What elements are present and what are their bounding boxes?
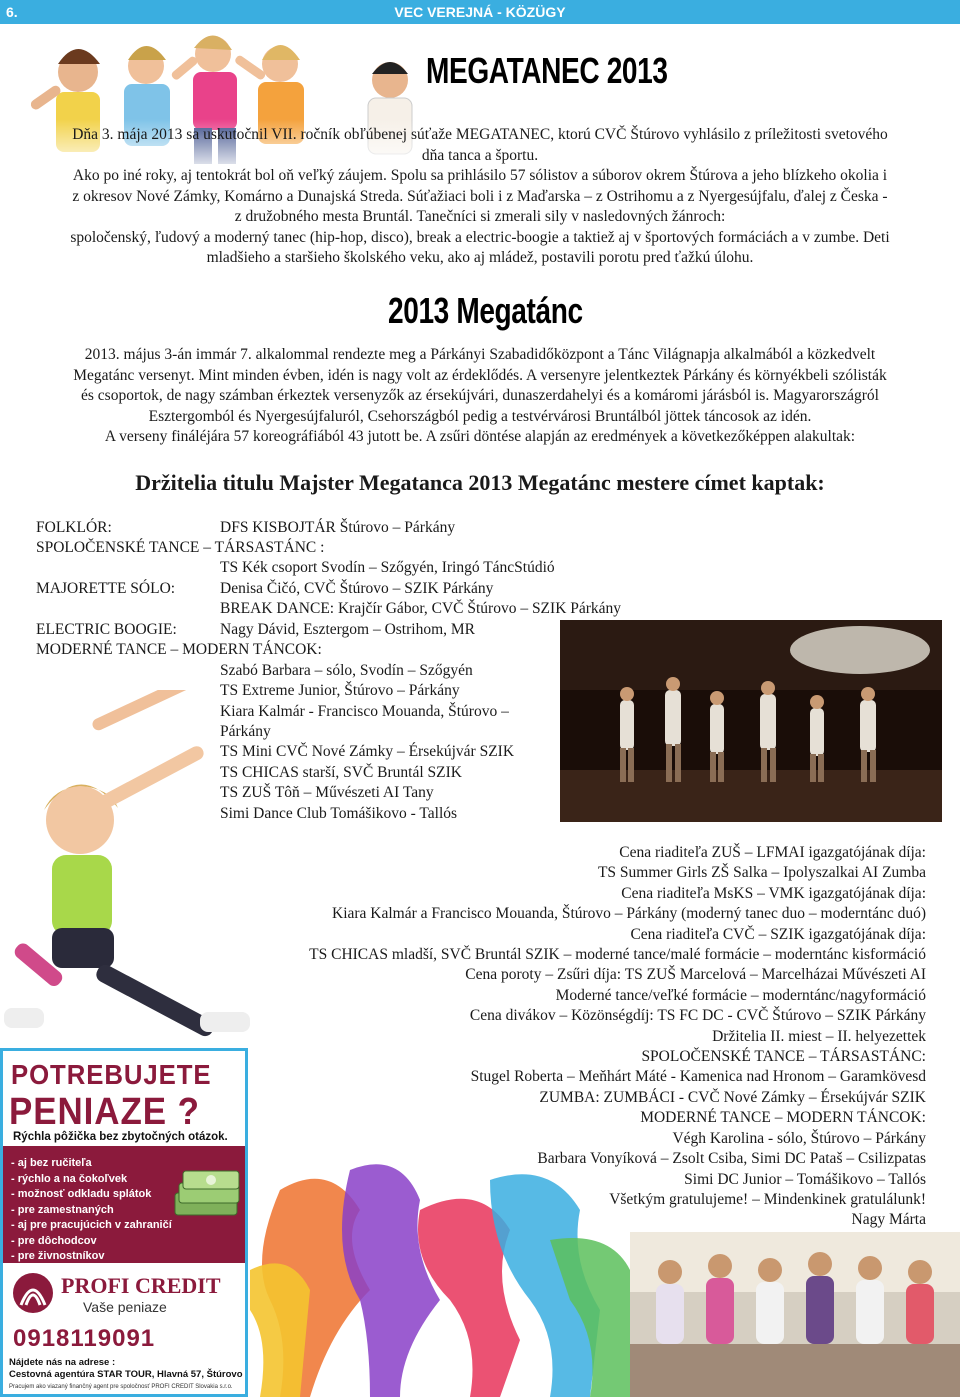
ad-slogan: Vaše peniaze [83,1299,167,1315]
winner-value: TS ZUŠ Tôň – Művészeti AI Tany [220,784,434,801]
result-line: MODERNÉ TANCE – MODERN TÁNCOK: [640,1109,926,1127]
result-line: Cena divákov – Közönségdíj: TS FC DC - CVČ Štúrovo – SZIK Párkány [469,1007,926,1025]
sk-title: MEGATANEC 2013 [426,50,668,91]
ad-bullet: - aj pre pracujúcich v zahraničí [11,1219,172,1231]
money-stack-icon [173,1163,243,1223]
result-line: Všetkým gratulujeme! – Mindenkinek gratulálunk! [609,1190,926,1208]
result-line: TS CHICAS mladší, SVČ Bruntál SZIK – moderné tance/malé formácie – moderntánc kisformáció [309,946,926,964]
ad-address-text: Cestovná agentúra STAR TOUR, Hlavná 57, Štúrovo [9,1369,243,1380]
sk-line: mladšieho a staršieho školského veku, ako aj mládež, postavili porotu pred ťažkú úlohu. [206,249,754,266]
winner-value: DFS KISBOJTÁR Štúrovo – Párkány [220,519,456,536]
sk-line: dňa tanca a športu. [421,146,539,164]
result-line: Végh Karolina - sólo, Štúrovo – Párkány [672,1129,926,1147]
result-line: Cena riaditeľa MsKS – VMK igazgatójának díja: [621,884,926,902]
winner-label: MODERNÉ TANCE – MODERN TÁNCOK: [36,641,322,658]
ad-fine-print: Pracujem ako viazaný finančný agent pre spoločnosť PROFI CREDIT Slovakia s.r.o. [9,1384,233,1390]
ad-headline: POTREBUJETE [11,1059,212,1090]
ad-header [3,1051,245,1146]
result-line: SPOLOČENSKÉ TANCE – TÁRSASTÁNC: [641,1048,926,1066]
ad-address [9,1357,245,1381]
result-line: ZUMBA: ZUMBÁCI - CVČ Nové Zámky – Érsekújvár SZIK [539,1088,926,1106]
result-line: Kiara Kalmár a Francisco Mouanda, Štúrovo – Párkány (moderný tanec duo – moderntánc duó) [332,905,926,923]
profi-credit-ad[interactable] [0,1048,248,1397]
ad-bullet: - rýchlo a na čokoľvek [11,1172,128,1185]
ad-phone-number[interactable]: 0918119091 [13,1325,156,1352]
ad-footer [3,1263,245,1397]
result-line: Simi DC Junior – Tomášikovo – Tallós [684,1170,926,1188]
winner-label: ELECTRIC BOOGIE: [36,621,177,638]
result-line: Cena poroty – Zsűri díja: TS ZUŠ Marcelová – Marcelházai Művészeti AI [465,966,926,984]
ad-bullet: - možnosť odkladu splátok [11,1188,152,1200]
winner-value: Nagy Dávid, Esztergom – Ostrihom, MR [220,621,476,638]
winner-label: SPOLOČENSKÉ TANCE – TÁRSASTÁNC : [36,539,325,556]
ad-headline-2: PENIAZE ? [9,1091,200,1133]
hu-line: és csoportok, de nagy számban érkeztek versenyzők az érsekújvári, dunaszerdahelyi és a komáromi járásból is. Magyarországról [81,387,879,404]
page-number: 6. [6,4,18,20]
ad-bullet: - pre zamestnaných [11,1203,114,1216]
ad-bullet: - pre živnostníkov [11,1250,105,1262]
result-line: Barbara Vonyíková – Zsolt Csiba, Simi DC Pataš – Csilizpatas [537,1150,926,1168]
group-photo [630,1232,960,1397]
winner-value: Kiara Kalmár - Francisco Mouanda, Štúrovo – [220,703,509,720]
winner-value: TS CHICAS starší, SVČ Bruntál SZIK [220,764,462,781]
sk-line: z družobného mesta Bruntál. Tanečníci si zmerali sily v nasledovných žánroch: [234,208,726,225]
winner-value: Szabó Barbara – sólo, Svodín – Szőgyén [220,662,473,679]
hu-line: 2013. május 3-án immár 7. alkalommal rendezte meg a Párkányi Szabadidőközpont a Tánc Világnapja alkalmából a közkedvelt [84,346,876,363]
winner-value: TS Mini CVČ Nové Zámky – Érsekújvár SZIK [220,743,515,760]
sk-article [20,125,940,269]
sk-line: spoločenský, ľudový a moderný tanec (hip-hop, disco), break a electric-boogie a taktiež aj v športových formáciách a v zumbe. Deti [70,228,890,246]
result-line: Moderné tance/veľké formácie – moderntánc/nagyformáció [555,986,926,1004]
section-title: VEC VEREJNÁ - KÖZÜGY [394,4,566,20]
hu-title: 2013 Megatánc [388,290,583,331]
ad-bullet: - aj bez ručiteľa [11,1157,92,1169]
author-signature: Nagy Márta [851,1211,926,1229]
hu-line: Esztergomból és Nyergesújfaluról, Csehországból pedig a testvérvárosi Bruntálból jöttek táncosok az idén. [148,407,812,425]
winner-label: FOLKLÓR: [36,519,112,536]
ad-bullet: - pre dôchodcov [11,1234,97,1247]
result-line: Cena riaditeľa CVČ – SZIK igazgatójának díja: [630,925,926,943]
result-line: Stugel Roberta – Meňhárt Máté - Kamenica nad Hronom – Garamkövesd [470,1068,926,1086]
result-line: Cena riaditeľa ZUŠ – LFMAI igazgatójának díja: [619,844,926,861]
ad-address-label: Nájdete nás na adrese : [9,1357,116,1368]
sk-line: Dňa 3. mája 2013 sa uskutočnil VII. ročník obľúbenej súťaže MEGATANEC, ktorú CVČ Štúrovo vyhlásilo z príležitosti svetového [72,126,888,143]
ad-subhead: Rýchla pôžička bez zbytočných otázok. [13,1131,228,1143]
winner-value: Denisa Čičó, CVČ Štúrovo – SZIK Párkány [220,580,494,597]
sk-line: Ako po iné roky, aj tentokrát bol oň veľký záujem. Spolu sa prihlásilo 57 sólistov a súborov okrem Štúrova a jeho blízkeho okolia i [72,167,888,184]
hu-line: Megatánc versenyt. Mint minden évben, idén is nagy volt az érdeklődés. A versenyre jelentkeztek Párkány és környékbeli szólisták [73,366,887,384]
winner-value: Párkány [220,723,271,740]
result-line: TS Summer Girls ZŠ Salka – Ipolyszalkai AI Zumba [597,864,926,882]
hu-article [20,345,940,448]
winners-heading: Držitelia titulu Majster Megatanca 2013 Megatánc mestere címet kaptak: [135,470,825,495]
hu-line: A verseny fináléjára 57 koreográfiából 43 jutott be. A zsűri döntése alapján az eredmények a következőképpen alakultak: [104,428,856,445]
result-line: Držitelia II. miest – II. helyezettek [712,1027,926,1045]
dancer-silhouettes-graphic [250,1150,630,1397]
winner-value: TS Extreme Junior, Štúrovo – Párkány [220,682,460,699]
ad-brand: PROFI CREDIT [61,1273,221,1298]
sk-line: z okresov Nové Zámky, Komárno a Dunajská Streda. Súťažiaci boli i z Maďarska – z Ostrihomu a z Nyergesújfalu, ďalej z Česka - [72,187,888,205]
winner-value: Simi Dance Club Tomášikovo - Tallós [220,805,458,822]
winner-value: BREAK DANCE: Krajčír Gábor, CVČ Štúrovo – SZIK Párkány [220,600,622,617]
winner-value: TS Kék csoport Svodín – Szőgyén, Iringó TáncStúdió [220,559,555,576]
profi-credit-logo-icon [11,1271,55,1315]
stage-photo [560,620,942,822]
winner-label: MAJORETTE SÓLO: [36,580,176,597]
